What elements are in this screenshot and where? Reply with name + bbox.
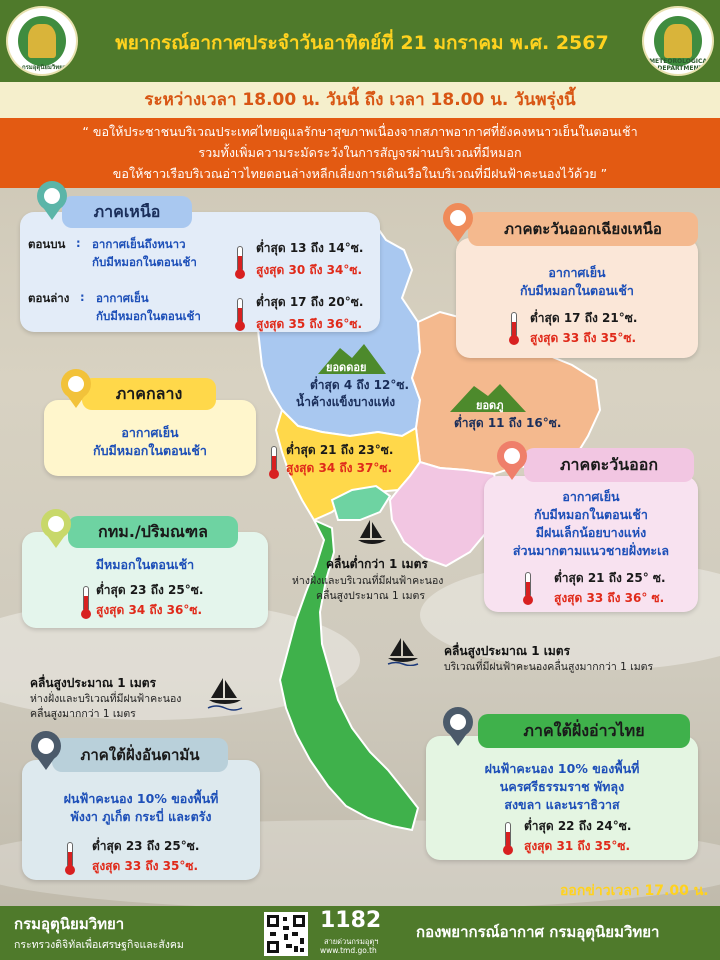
footer-bar bbox=[0, 906, 720, 960]
andaman-wave-title: คลื่นสูงประมาณ 1 เมตร bbox=[30, 676, 157, 690]
boat-icon bbox=[386, 636, 420, 666]
tmd-logo-left: กรมอุตุนิยมวิทยา bbox=[6, 6, 78, 76]
gulf-upper-wave-line: ห่างฝั่งและบริเวณที่มีฝนฟ้าคะนอง bbox=[292, 575, 444, 587]
south-andaman-desc: พังงา ภูเก็ต กระบี่ และตรัง bbox=[70, 809, 212, 824]
thermometer-icon bbox=[236, 298, 244, 330]
northeast-max: สูงสุด 33 ถึง 35°ซ. bbox=[530, 331, 637, 345]
north-upper-max: สูงสุด 30 ถึง 34°ซ. bbox=[256, 263, 363, 277]
warning-line: รวมทั้งเพิ่มความระมัดระวังในการสัญจรผ่านบริเวณที่มีหมอก bbox=[198, 145, 522, 160]
bangkok-desc: มีหมอกในตอนเช้า bbox=[95, 557, 195, 572]
north-peak-note: น้ำค้างแข็งบางแห่ง bbox=[296, 395, 396, 409]
east-max: สูงสุด 33 ถึง 36° ซ. bbox=[554, 591, 665, 605]
north-title: ภาคเหนือ bbox=[62, 196, 192, 228]
gulf-lower-wave-line: บริเวณที่มีฝนฟ้าคะนองคลื่นสูงมากกว่า 1 เมตร bbox=[444, 661, 654, 673]
northeast-pin-icon bbox=[436, 200, 480, 244]
east-desc: กับมีหมอกในตอนเช้า bbox=[534, 507, 648, 522]
andaman-wave-line: คลื่นสูงมากกว่า 1 เมตร bbox=[30, 708, 136, 720]
northeast-desc: อากาศเย็น bbox=[548, 265, 606, 280]
gulf-upper-wave-title: คลื่นต่ำกว่า 1 เมตร bbox=[326, 557, 428, 571]
central-title: ภาคกลาง bbox=[82, 378, 216, 410]
boat-icon bbox=[206, 676, 244, 712]
warning-line: ขอให้ชาวเรือบริเวณอ่าวไทยตอนล่างหลีกเลี่ยงการเดินเรือในบริเวณที่มีฝนฟ้าคะนองไว้ด้วย ” bbox=[112, 166, 608, 181]
warning-banner bbox=[0, 118, 720, 188]
bangkok-title: กทม./ปริมณฑล bbox=[68, 516, 238, 548]
warning-line: “ ขอให้ประชาชนบริเวณประเทศไทยดูแลรักษาสุขภาพเนื่องจากสภาพอากาศที่ยังคงหนาวเย็นในตอนเช้า bbox=[82, 124, 638, 139]
north-pin-icon bbox=[30, 178, 74, 222]
boat-icon bbox=[356, 518, 388, 546]
northeast-min: ต่ำสุด 17 ถึง 21°ซ. bbox=[530, 311, 638, 325]
east-desc: อากาศเย็น bbox=[562, 489, 620, 504]
east-desc: มีฝนเล็กน้อยบางแห่ง bbox=[535, 525, 647, 540]
thermometer-icon bbox=[82, 586, 90, 618]
header-bar bbox=[0, 0, 720, 82]
east-pin-icon bbox=[490, 438, 534, 482]
north-upper-label: ตอนบน bbox=[28, 237, 66, 251]
footer-website[interactable]: www.tmd.go.th bbox=[320, 946, 377, 955]
north-peak-min: ต่ำสุด 4 ถึง 12°ซ. bbox=[310, 378, 410, 392]
gulf-lower-wave-title: คลื่นสูงประมาณ 1 เมตร bbox=[444, 644, 571, 658]
south-gulf-desc: สงขลา และนราธิวาส bbox=[504, 797, 620, 812]
south-gulf-pin-icon bbox=[436, 704, 480, 748]
south-gulf-min: ต่ำสุด 22 ถึง 24°ซ. bbox=[524, 819, 632, 833]
north-upper-colon: : bbox=[76, 236, 81, 250]
north-lower-label: ตอนล่าง bbox=[28, 291, 70, 305]
bangkok-max: สูงสุด 34 ถึง 36°ซ. bbox=[96, 603, 203, 617]
northeast-title: ภาคตะวันออกเฉียงเหนือ bbox=[468, 212, 698, 246]
south-andaman-desc: ฝนฟ้าคะนอง 10% ของพื้นที่ bbox=[63, 791, 219, 806]
footer-ministry: กระทรวงดิจิทัลเพื่อเศรษฐกิจและสังคม bbox=[14, 939, 184, 951]
footer-org: กรมอุตุนิยมวิทยา bbox=[14, 915, 125, 933]
north-upper-min: ต่ำสุด 13 ถึง 14°ซ. bbox=[256, 241, 364, 255]
east-min: ต่ำสุด 21 ถึง 25° ซ. bbox=[554, 571, 666, 585]
south-gulf-desc: ฝนฟ้าคะนอง 10% ของพื้นที่ bbox=[484, 761, 640, 776]
thermometer-icon bbox=[510, 312, 518, 344]
northeast-peak-min: ต่ำสุด 11 ถึง 16°ซ. bbox=[454, 416, 562, 430]
northeast-peak-name: ยอดภู bbox=[476, 399, 504, 412]
northeast-desc: กับมีหมอกในตอนเช้า bbox=[520, 283, 634, 298]
bangkok-pin-icon bbox=[34, 506, 78, 550]
hotline-caption: สายด่วนกรมอุตุฯ bbox=[324, 937, 379, 946]
bangkok-min: ต่ำสุด 23 ถึง 25°ซ. bbox=[96, 583, 204, 597]
hotline-number: 1182 bbox=[320, 908, 382, 933]
north-lower-min: ต่ำสุด 17 ถึง 20°ซ. bbox=[256, 295, 364, 309]
page-title: พยากรณ์อากาศประจำวันอาทิตย์ที่ 21 มกราคม พ.ศ. 2567 bbox=[115, 32, 609, 54]
tmd-logo-right: METEOROLOGICAL DEPARTMENT bbox=[642, 6, 714, 76]
qr-code-icon[interactable] bbox=[264, 912, 308, 956]
north-peak-name: ยอดดอย bbox=[326, 361, 367, 374]
south-andaman-max: สูงสุด 33 ถึง 35°ซ. bbox=[92, 859, 199, 873]
central-desc: อากาศเย็น bbox=[121, 425, 179, 440]
central-min: ต่ำสุด 21 ถึง 23°ซ. bbox=[286, 443, 394, 457]
south-gulf-title: ภาคใต้ฝั่งอ่าวไทย bbox=[478, 714, 690, 748]
south-gulf-desc: นครศรีธรรมราช พัทลุง bbox=[499, 779, 625, 794]
thermometer-icon bbox=[66, 842, 74, 874]
gulf-upper-wave-line: คลื่นสูงประมาณ 1 เมตร bbox=[316, 590, 425, 602]
issued-time: ออกข่าวเวลา 17.00 น. bbox=[560, 883, 709, 899]
thermometer-icon bbox=[236, 246, 244, 278]
north-lower-desc: อากาศเย็น bbox=[96, 291, 149, 305]
footer-division: กองพยากรณ์อากาศ กรมอุตุนิยมวิทยา bbox=[416, 923, 660, 941]
south-andaman-title: ภาคใต้ฝั่งอันดามัน bbox=[52, 738, 228, 772]
north-lower-desc: กับมีหมอกในตอนเช้า bbox=[96, 309, 201, 323]
north-upper-desc: กับมีหมอกในตอนเช้า bbox=[92, 255, 197, 269]
thermometer-icon bbox=[270, 446, 278, 478]
east-desc: ส่วนมากตามแนวชายฝั่งทะเล bbox=[512, 543, 670, 558]
north-upper-desc: อากาศเย็นถึงหนาว bbox=[92, 237, 186, 251]
thermometer-icon bbox=[524, 572, 532, 604]
central-pin-icon bbox=[54, 366, 98, 410]
central-desc: กับมีหมอกในตอนเช้า bbox=[93, 443, 207, 458]
south-andaman-pin-icon bbox=[24, 728, 68, 772]
south-andaman-min: ต่ำสุด 23 ถึง 25°ซ. bbox=[92, 839, 200, 853]
thermometer-icon bbox=[504, 822, 512, 854]
north-lower-colon: : bbox=[80, 290, 85, 304]
south-gulf-max: สูงสุด 31 ถึง 35°ซ. bbox=[524, 839, 631, 853]
andaman-wave-line: ห่างฝั่งและบริเวณที่มีฝนฟ้าคะนอง bbox=[30, 693, 182, 705]
central-max: สูงสุด 34 ถึง 37°ซ. bbox=[286, 461, 393, 475]
north-lower-max: สูงสุด 35 ถึง 36°ซ. bbox=[256, 317, 363, 331]
forecast-period: ระหว่างเวลา 18.00 น. วันนี้ ถึง เวลา 18.00 น. วันพรุ่งนี้ bbox=[0, 82, 720, 118]
east-title: ภาคตะวันออก bbox=[524, 448, 694, 482]
